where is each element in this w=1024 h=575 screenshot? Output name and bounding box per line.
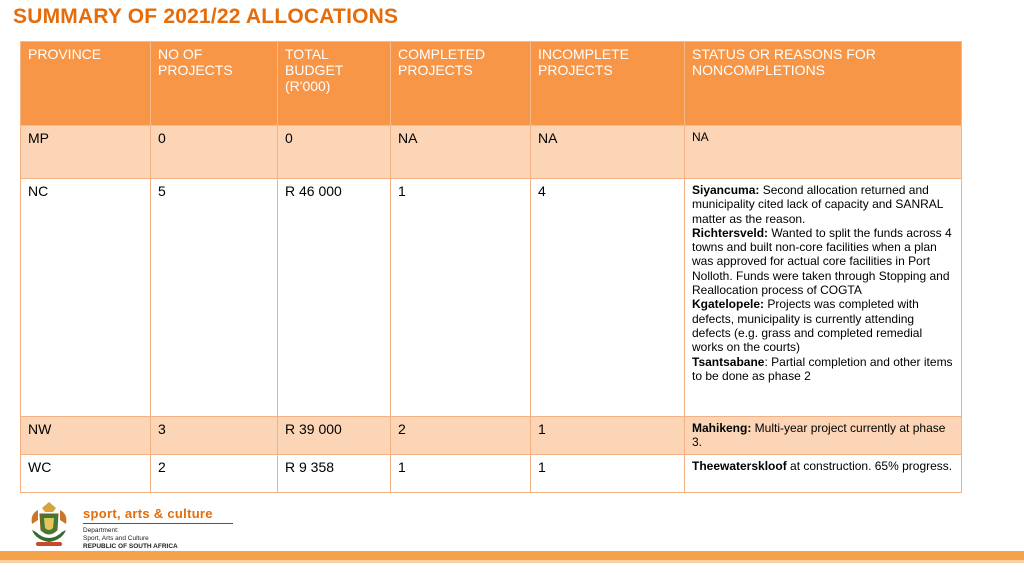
- status-text: Wanted to split the funds across 4 towns and built non-core facilities when a plan was approved for actual core facilities in Port Nolloth. Funds were taken through Stopping and Reallocation process of COGTA: [692, 225, 952, 298]
- country-name: REPUBLIC OF SOUTH AFRICA: [83, 543, 178, 550]
- status-municipality: Tsantsabane: [692, 354, 765, 369]
- department-wordmark: [83, 506, 233, 551]
- cell-total-budget: R 9 358: [278, 454, 391, 492]
- cell-status: [685, 126, 962, 179]
- cell-status: [685, 179, 962, 417]
- cell-completed: 2: [391, 417, 531, 455]
- status-municipality: Siyancuma:: [692, 183, 760, 197]
- header-completed-projects: COMPLETED PROJECTS: [391, 42, 531, 126]
- cell-province: NW: [21, 417, 151, 455]
- cell-province: WC: [21, 454, 151, 492]
- cell-total-budget: R 46 000: [278, 179, 391, 417]
- cell-completed: NA: [391, 126, 531, 179]
- status-text: Multi-year project currently at phase 3.: [692, 421, 946, 450]
- cell-no-of-projects: 0: [151, 126, 278, 179]
- cell-completed: 1: [391, 179, 531, 417]
- page-title: SUMMARY OF 2021/22 ALLOCATIONS: [13, 5, 399, 28]
- footer-bar-accent: [0, 560, 1024, 563]
- header-total-budget: TOTAL BUDGET (R'000): [278, 42, 391, 126]
- brand-name: sport, arts & culture: [83, 506, 213, 521]
- status-text: : Partial completion and other items to be done as phase 2: [692, 354, 953, 383]
- header-no-of-projects: NO OF PROJECTS: [151, 42, 278, 126]
- cell-incomplete: 1: [531, 454, 685, 492]
- table-row: [21, 126, 962, 179]
- status-text: at construction. 65% progress.: [786, 458, 953, 473]
- cell-incomplete: NA: [531, 126, 685, 179]
- cell-province: MP: [21, 126, 151, 179]
- status-text: Second allocation returned and municipality cited lack of capacity and SANRAL matter as the reason.: [692, 183, 944, 226]
- cell-no-of-projects: 3: [151, 417, 278, 455]
- cell-completed: 1: [391, 454, 531, 492]
- cell-incomplete: 4: [531, 179, 685, 417]
- cell-no-of-projects: 2: [151, 454, 278, 492]
- footer-bar: [0, 551, 1024, 560]
- department-label: Department:: [83, 527, 119, 534]
- cell-status: [685, 454, 962, 492]
- status-text: Projects was completed with defects, municipality is currently attending defects (e.g. grass and completed remedial works on the courts): [692, 297, 923, 355]
- cell-total-budget: R 39 000: [278, 417, 391, 455]
- status-municipality: Theewaterskloof: [692, 458, 787, 473]
- coat-of-arms-icon: [26, 500, 72, 548]
- status-municipality: Mahikeng:: [692, 421, 752, 435]
- table-row: [21, 417, 962, 455]
- table-header-row: [21, 42, 962, 126]
- status-text: NA: [692, 130, 709, 144]
- cell-province: NC: [21, 179, 151, 417]
- department-name: Sport, Arts and Culture: [83, 535, 149, 542]
- brand-divider: [83, 523, 233, 524]
- header-province: PROVINCE: [21, 42, 151, 126]
- header-status: STATUS OR REASONS FOR NONCOMPLETIONS: [685, 42, 962, 126]
- allocations-table: [20, 41, 962, 493]
- cell-status: [685, 417, 962, 455]
- table-row: [21, 454, 962, 492]
- status-municipality: Kgatelopele:: [692, 297, 765, 312]
- cell-incomplete: 1: [531, 417, 685, 455]
- table-row: [21, 179, 962, 417]
- cell-total-budget: 0: [278, 126, 391, 179]
- cell-no-of-projects: 5: [151, 179, 278, 417]
- header-incomplete-projects: INCOMPLETE PROJECTS: [531, 42, 685, 126]
- status-municipality: Richtersveld:: [692, 225, 769, 240]
